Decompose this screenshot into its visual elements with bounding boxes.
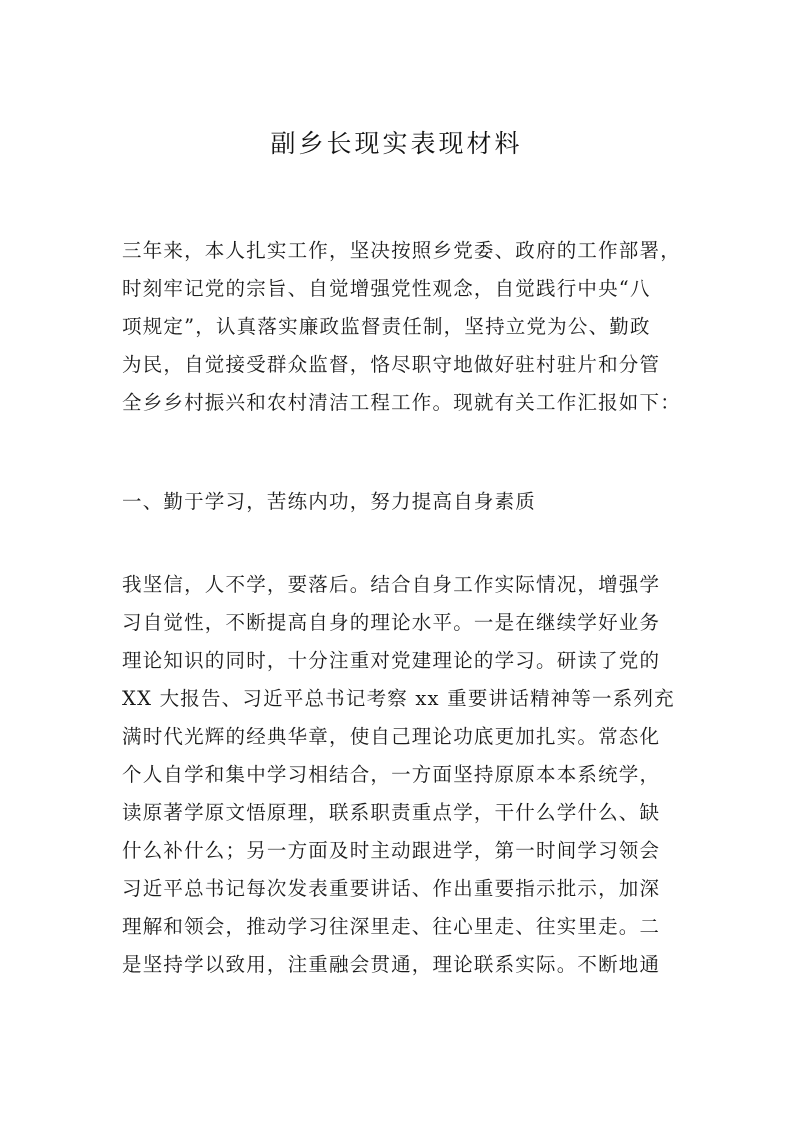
- intro-line: 全乡乡村振兴和农村清洁工程工作。现就有关工作汇报如下：: [122, 391, 681, 414]
- intro-paragraph: [122, 232, 687, 422]
- body-line: 个人自学和集中学习相结合，一方面坚持原原本本系统学，: [122, 763, 661, 786]
- body-line: 我坚信，人不学，要落后。结合自身工作实际情况，增强学: [122, 573, 661, 596]
- body-line: 习近平总书记每次发表重要讲话、作出重要指示批示，加深: [122, 877, 661, 900]
- section-body-paragraph: [122, 566, 687, 984]
- intro-line: 为民，自觉接受群众监督，恪尽职守地做好驻村驻片和分管: [122, 353, 661, 376]
- body-line: 什么补什么；另一方面及时主动跟进学，第一时间学习领会: [122, 839, 661, 862]
- body-line: 读原著学原文悟原理，联系职责重点学，干什么学什么、缺: [122, 801, 661, 824]
- body-line: 满时代光辉的经典华章，使自己理论功底更加扎实。常态化: [122, 725, 661, 748]
- intro-line: 时刻牢记党的宗旨、自觉增强党性观念，自觉践行中央“八: [122, 277, 651, 300]
- document-title: 副乡长现实表现材料: [270, 129, 523, 158]
- section-heading: [122, 483, 687, 521]
- intro-line: 项规定”，认真落实廉政监督责任制，坚持立党为公、勤政: [122, 315, 651, 338]
- section-heading-text: 一、勤于学习，苦练内功，努力提高自身素质: [122, 490, 537, 513]
- body-line: 是坚持学以致用，注重融会贯通，理论联系实际。不断地通: [122, 953, 661, 976]
- body-line: 习自觉性，不断提高自身的理论水平。一是在继续学好业务: [122, 611, 661, 634]
- intro-line: 三年来，本人扎实工作，坚决按照乡党委、政府的工作部署，: [122, 239, 681, 262]
- body-line: 理解和领会，推动学习往深里走、往心里走、往实里走。二: [122, 915, 661, 938]
- body-line: XX 大报告、习近平总书记考察 xx 重要讲话精神等一系列充: [122, 687, 675, 710]
- body-line: 理论知识的同时，十分注重对党建理论的学习。研读了党的: [122, 649, 661, 672]
